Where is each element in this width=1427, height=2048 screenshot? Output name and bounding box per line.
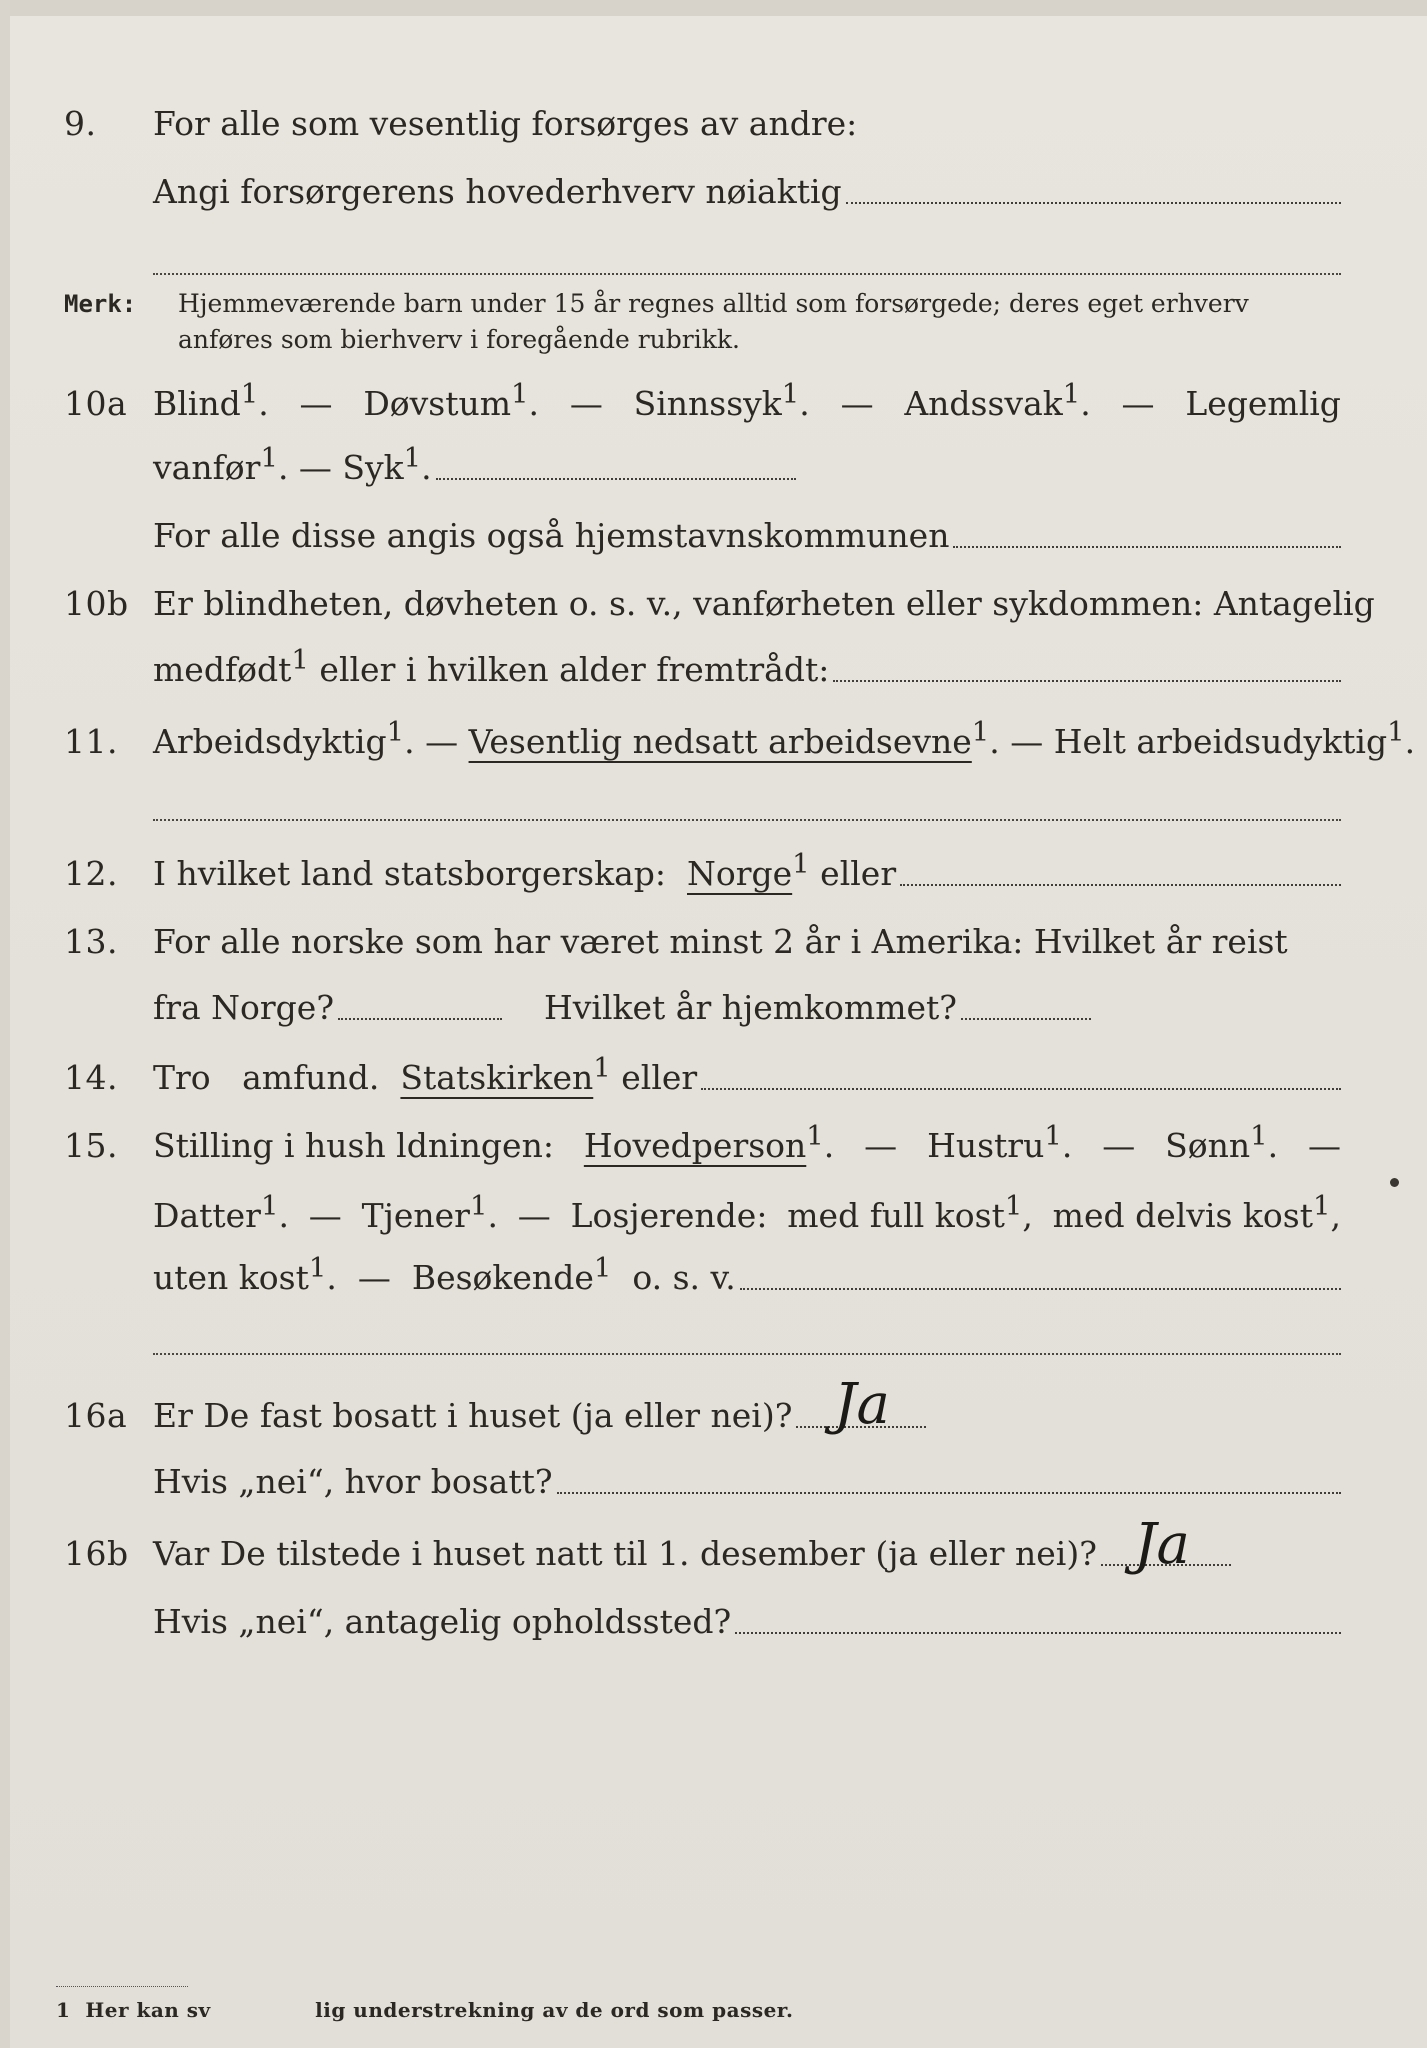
footnote-mark: 1: [1312, 1190, 1331, 1222]
handwritten-answer-16a: Ja: [834, 1372, 890, 1437]
question-13-hjemkommet: Hvilket år hjemkommet?: [544, 988, 957, 1027]
question-16b-row-2: [0, 1598, 1427, 1646]
question-13-text: For alle norske som har været minst 2 år i Amerika: Hvilket år reist: [153, 922, 1288, 961]
dash: —: [425, 722, 459, 761]
dash: —: [1102, 1126, 1136, 1165]
question-15-text: Stilling i hush ldningen:: [153, 1126, 554, 1165]
question-13-row-2: [0, 984, 1427, 1032]
option-hustru: Hustru: [927, 1126, 1045, 1165]
question-9-prompt: Angi forsørgerens hovederhverv nøiaktig: [153, 172, 842, 211]
footnote-mark: 1: [593, 1052, 611, 1084]
option-uten-kost: uten kost: [153, 1258, 309, 1297]
merk-label: Merk:: [64, 290, 137, 318]
question-10b-row-1: [0, 580, 1427, 628]
option-eller: eller: [621, 1058, 698, 1097]
question-14-row: [0, 1054, 1427, 1102]
footnote-mark: 1: [403, 442, 422, 474]
option-statskirken-selected[interactable]: Statskirken: [400, 1058, 594, 1097]
option-eller: eller: [820, 854, 897, 893]
option-losjerende: Losjerende:: [570, 1196, 768, 1235]
question-10b-prompt: eller i hvilken alder fremtrådt:: [308, 650, 830, 689]
question-9-row-1: [0, 100, 1427, 148]
dash: —: [569, 384, 603, 423]
question-number: 16a: [64, 1396, 128, 1435]
dash: —: [357, 1258, 391, 1297]
footnote-mark: 1: [260, 1190, 279, 1222]
option-sonn: Sønn: [1165, 1126, 1251, 1165]
option-blind: Blind: [153, 384, 241, 423]
question-15-row-1: 15. Stilling i hush ldningen: Hovedperson$^1$. — Hustru$^1$. — Sønn$^1$. —: [0, 1122, 1427, 1170]
option-norge-selected[interactable]: Norge: [687, 854, 793, 893]
question-number: 15.: [64, 1126, 118, 1165]
footnote-mark: 1: [1062, 378, 1081, 410]
question-14-text: Tro amfund.: [153, 1058, 380, 1097]
footnote-mark: 1: [781, 378, 800, 410]
dash: —: [517, 1196, 551, 1235]
option-delvis-kost: med delvis kost: [1052, 1196, 1313, 1235]
option-sinnssyk: Sinnssyk: [633, 384, 782, 423]
dash: —: [840, 384, 874, 423]
question-10a-prompt: For alle disse angis også hjemstavnskommunen: [153, 516, 950, 555]
option-helt-arbeidsudyktig: Helt arbeidsudyktig: [1053, 722, 1388, 761]
answer-field-hjemstavnskommune[interactable]: [953, 545, 1341, 548]
dash: —: [299, 384, 333, 423]
footnote-mark: 1: [1044, 1120, 1062, 1152]
footnote-mark: 1: [386, 716, 405, 748]
question-number: 10b: [64, 584, 129, 623]
option-full-kost: med full kost: [787, 1196, 1005, 1235]
dash: —: [1121, 384, 1155, 423]
question-9-row-2: [0, 168, 1427, 216]
question-16b-row-1: [0, 1530, 1427, 1578]
footnote-mark: 1: [260, 442, 278, 474]
footnote-mark: 1: [240, 378, 259, 410]
answer-field-reist[interactable]: [338, 1017, 502, 1020]
answer-field-hjemkommet[interactable]: [961, 1017, 1091, 1020]
question-16a-row-1: [0, 1392, 1427, 1440]
footnote-mark: 1: [291, 644, 309, 676]
question-15-row-2: Datter$^1$. — Tjener$^1$. — Losjerende: med full kost$^1$, med delvis kost$^1$,: [0, 1192, 1427, 1240]
question-13-row-1: [0, 918, 1427, 966]
answer-field-alder[interactable]: [833, 679, 1341, 682]
question-16b-text: Var De tilstede i huset natt til 1. desember (ja eller nei)?: [153, 1534, 1097, 1573]
dash: —: [1307, 1126, 1341, 1165]
question-15-row-3: uten kost$^1$. — Besøkende$^1$ o. s. v.: [0, 1254, 1427, 1302]
question-10a-row-2: vanfør$^1$. — Syk$^1$.: [0, 444, 1427, 492]
question-number: 11.: [64, 722, 118, 761]
handwritten-answer-16b: Ja: [1134, 1512, 1190, 1577]
option-besokende: Besøkende: [411, 1258, 594, 1297]
option-syk: Syk: [342, 448, 404, 487]
option-vanfor: vanfør: [153, 448, 261, 487]
option-arbeidsdyktig: Arbeidsdyktig: [153, 722, 387, 761]
question-9-text: For alle som vesentlig forsørges av andre:: [153, 104, 858, 143]
answer-field-trossamfund[interactable]: [701, 1087, 1341, 1090]
option-legemlig: Legemlig: [1185, 384, 1341, 423]
footnote-mark: 1: [593, 1252, 612, 1284]
option-medfodt: medfødt: [153, 650, 292, 689]
footnote-mark: 1: [971, 716, 990, 748]
option-andssvak: Andssvak: [904, 384, 1063, 423]
option-vesentlig-nedsatt-selected[interactable]: Vesentlig nedsatt arbeidsevne: [468, 722, 972, 761]
ink-dot: [1390, 1178, 1399, 1187]
footnote-mark: 1: [511, 378, 529, 410]
question-16a-text: Er De fast bosatt i huset (ja eller nei)?: [153, 1396, 793, 1435]
option-osv: o. s. v.: [632, 1258, 736, 1297]
dash: —: [864, 1126, 898, 1165]
answer-field-hovederhverv[interactable]: [846, 201, 1341, 204]
option-tjener: Tjener: [361, 1196, 470, 1235]
footnote-mark: 1: [308, 1252, 327, 1284]
option-datter: Datter: [153, 1196, 261, 1235]
question-10a-row-1: 10a Blind$^1$. — Døvstum$^1$. — Sinnssyk$^1$. — Andssvak$^1$. — Legemlig: [0, 380, 1427, 428]
footnote-rule: [56, 1984, 188, 1987]
question-10b-text: Er blindheten, døvheten o. s. v., vanførheten eller sykdommen: Antagelig: [153, 584, 1375, 623]
answer-line-11[interactable]: [153, 818, 1341, 821]
footnote-mark: 1: [1250, 1120, 1268, 1152]
question-10a-row-3: [0, 512, 1427, 560]
footnote-mark: 1: [1387, 716, 1405, 748]
footnote-mark: 1: [1004, 1190, 1023, 1222]
question-16a-row-2: [0, 1458, 1427, 1506]
question-16a-prompt: Hvis „nei“, hvor bosatt?: [153, 1462, 553, 1501]
footnote-mark: 1: [469, 1190, 488, 1222]
option-hovedperson-selected[interactable]: Hovedperson: [583, 1126, 807, 1165]
merk-note: Hjemmeværende barn under 15 år regnes alltid som forsørgede; deres eget erhverv anføres som bierhverv i foregående rubrikk.: [178, 289, 1249, 354]
answer-field-statsborgerskap[interactable]: [900, 883, 1341, 886]
question-13-fra-norge: fra Norge?: [153, 988, 335, 1027]
footnote-mark: 1: [792, 848, 810, 880]
question-number: 13.: [64, 922, 118, 961]
question-10b-row-2: [0, 646, 1427, 694]
footnote-text: 1 Her kan sv lig understrekning av de ord som passer.: [56, 1998, 794, 2022]
question-12-text: I hvilket land statsborgerskap:: [153, 854, 667, 893]
dash: —: [308, 1196, 342, 1235]
question-number: 14.: [64, 1058, 118, 1097]
question-number: 10a: [64, 384, 128, 423]
footnote-mark: 1: [806, 1120, 824, 1152]
question-number: 9.: [64, 104, 97, 143]
question-12-row: [0, 850, 1427, 898]
question-number: 12.: [64, 854, 118, 893]
dash: —: [298, 448, 332, 487]
answer-line-15[interactable]: [153, 1352, 1341, 1355]
answer-field-opholdssted[interactable]: [735, 1631, 1341, 1634]
answer-field-stilling[interactable]: [740, 1287, 1341, 1290]
answer-line-continuation[interactable]: [153, 272, 1341, 275]
answer-field-hvor-bosatt[interactable]: [557, 1491, 1341, 1494]
page-top-edge: [0, 0, 1427, 16]
option-dovstum: Døvstum: [363, 384, 512, 423]
answer-field-syk[interactable]: [436, 477, 796, 480]
question-16b-prompt: Hvis „nei“, antagelig opholdssted?: [153, 1602, 732, 1641]
question-number: 16b: [64, 1534, 129, 1573]
dash: —: [1010, 722, 1044, 761]
question-11-row: 11. Arbeidsdyktig$^1$. — Vesentlig nedsatt arbeidsevne$^1$. — Helt arbeidsudyktig$^1$.: [0, 718, 1427, 766]
